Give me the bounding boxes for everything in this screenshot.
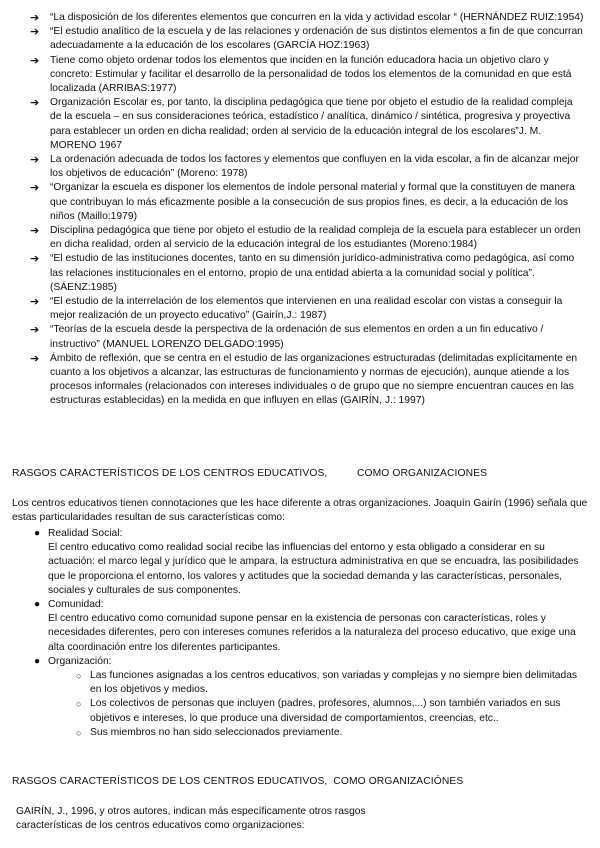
arrow-icon: ➔ xyxy=(30,153,40,167)
arrow-icon: ➔ xyxy=(30,25,40,39)
arrow-icon: ➔ xyxy=(30,181,40,195)
feature-title: Organización: xyxy=(48,655,112,667)
list-item: ➔ Organización Escolar es, por tanto, la disciplina pedagógica que tiene por objeto el estudio de la realidad compleja de la escuela – en sus consideraciones teórica, estadístico / analítica, dinámico / sintética, progresiva y proyectiva para establecer un orden en dicha realidad; orden al servicio de la educación integral de los escolares”J. M. MORENO 1967 xyxy=(30,96,573,151)
section-heading: RASGOS CARACTERÍSTICOS DE LOS CENTROS EDUCATIVOS, COMO ORGANIZACIONES xyxy=(12,468,488,479)
features-list xyxy=(34,527,590,740)
list-item: ○ Los colectivos de personas que incluyen (padres, profesores, alumnos,...) son también variados en sus objetivos e intereses, lo que produce una diversidad de comportamientos, creencias, etc.. xyxy=(76,698,561,724)
list-item: ➔ “El estudio analítico de la escuela y de las relaciones y ordenación de sus distintos elementos a fin de que concurran adecuadamente a la educación de los escolares (GARCÍA HOZ:1963) xyxy=(30,25,583,52)
feature-title: Realidad Social: xyxy=(48,528,123,539)
feature-organizacion xyxy=(34,655,590,740)
arrow-icon: ➔ xyxy=(30,351,40,365)
bullet-icon: ● xyxy=(34,655,41,667)
feature-text: El centro educativo como comunidad supone pensar en la existencia de personas con características, roles y necesidades diferentes, pero con intereses comunes referidos a la naturaleza del proceso educativo, que exige una alta coordinación entre los diferentes participantes. xyxy=(48,613,576,653)
list-item: ➔ “El estudio de la interrelación de los elementos que intervienen en una realidad escolar con vistas a conseguir la mejor realización de un proyecto educativo” (Gairín,J.: 1987) xyxy=(30,295,563,322)
circle-bullet-icon: ○ xyxy=(76,699,82,710)
arrow-icon: ➔ xyxy=(30,224,40,238)
list-item: ➔ “Teorías de la escuela desde la perspectiva de la ordenación de sus elementos en orden a un fin educativo / instructivo” (MANUEL LORENZO DELGADO:1995) xyxy=(30,323,544,350)
bullet-icon: ● xyxy=(34,528,41,539)
arrow-icon: ➔ xyxy=(30,53,40,67)
arrow-icon: ➔ xyxy=(30,323,40,337)
feature-comunidad xyxy=(34,598,590,655)
list-item: ○ Las funciones asignadas a los centros educativos, son variadas y complejas y no siempre bien delimitadas en los objetivos y medios. xyxy=(76,670,578,696)
bullet-icon: ● xyxy=(34,599,41,611)
list-item: ➔ Ámbito de reflexión, que se centra en el estudio de las organizaciones estructuradas (delimitadas explícitamente en cuanto a los objetivos a alcanzar, las estructuras de funcionamiento y normas de ejecución), aunque atiende a los procesos informales (relacionados con intereses individuales o de grupo que no siempre encuentran cauces en las estructuras establecidas) en la medida en que influyen en ellas (GAIRÍN, J.: 1997) xyxy=(30,351,578,407)
closing-paragraph: GAIRÍN, J., 1996, y otros autores, indican más específicamente otros rasgos características de los centros educativos como organizaciones: xyxy=(16,806,366,832)
list-item: ➔ Disciplina pedagógica que tiene por objeto el estudio de la realidad compleja de la escuela para establecer un orden en dicha realidad, orden al servicio de la educación integral de los estudiantes (Moreno:1984) xyxy=(30,224,581,251)
feature-realidad-social xyxy=(34,527,590,598)
list-item: ○ Sus miembros no han sido seleccionados previamente. xyxy=(76,726,590,740)
feature-text: El centro educativo como realidad social recibe las influencias del entorno y esta obligado a considerar en su actuación: el marco legal y jurídico que le ampara, la estructura administrativa en que se encuadra, las posibilidades que le proporciona el entorno, los valores y actitudes que la sociedad demanda y las características, personales, sociales y culturales de sus componentes. xyxy=(48,542,579,596)
intro-paragraph: Los centros educativos tienen connotaciones que les hace diferente a otras organizaciones. Joaquín Gairín (1996) señala que estas particularidades resultan de sus características como: xyxy=(12,498,588,524)
arrow-icon: ➔ xyxy=(30,11,40,24)
organization-sublist xyxy=(48,669,590,740)
list-item: ➔ La ordenación adecuada de todos los factores y elementos que confluyen en la vida escolar, a fin de alcanzar mejor los objetivos de educación” (Moreno: 1978) xyxy=(30,153,579,180)
arrow-icon: ➔ xyxy=(30,252,40,266)
section-heading: RASGOS CARACTERÍSTICOS DE LOS CENTROS EDUCATIVOS, COMO ORGANIZACIÓNES xyxy=(12,776,464,787)
feature-title: Comunidad: xyxy=(48,599,104,611)
arrow-icon: ➔ xyxy=(30,96,40,110)
list-item: ➔ Tiene como objeto ordenar todos los elementos que inciden en la función educadora hacia un objetivo claro y concreto: Estimular y facilitar el desarrollo de la personalidad de todos los elementos de la comunidad en que está localizada (ARRIBAS:1977) xyxy=(30,53,572,95)
definitions-list xyxy=(30,11,585,409)
circle-bullet-icon: ○ xyxy=(76,727,82,738)
list-item: ➔ “El estudio de las instituciones docentes, tanto en su dimensión jurídico-administrativa como pedagógica, así como las relaciones institucionales en el entorno, propio de una entidad abierta a la comunidad social y política”. (SÁENZ:1985) xyxy=(30,252,575,293)
circle-bullet-icon: ○ xyxy=(76,671,82,682)
list-item: ➔ “La disposición de los diferentes elementos que concurren en la vida y actividad escolar “ (HERNÁNDEZ RUIZ:1954) xyxy=(30,11,584,24)
arrow-icon: ➔ xyxy=(30,295,40,309)
list-item: ➔ “Organizar la escuela es disponer los elementos de índole personal material y formal que la constituyen de manera que contribuyan lo más eficazmente posible a la consecución de sus propios fines, es decir, a la educación de los niños (Maillo:1979) xyxy=(30,181,575,222)
